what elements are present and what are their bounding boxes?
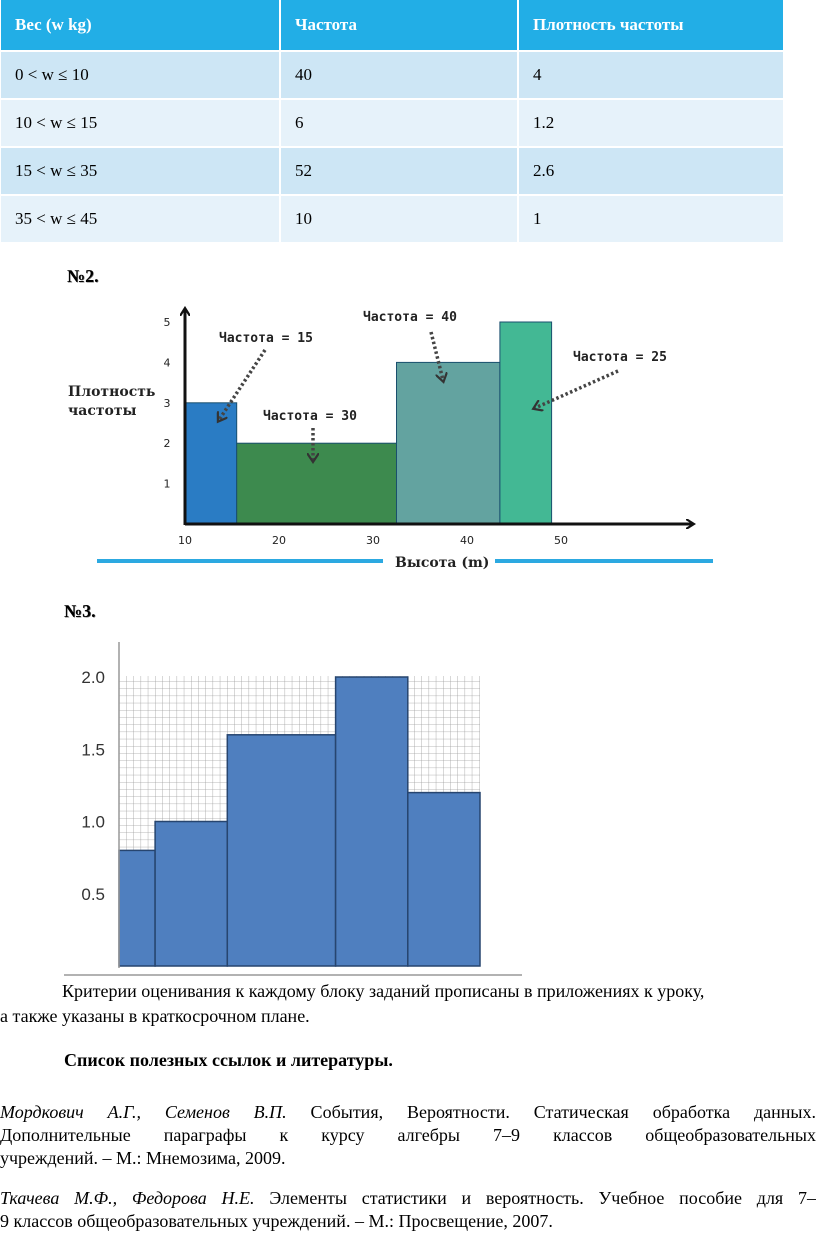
chart2-y-label-line2: частоты <box>68 403 137 419</box>
table-cell: 40 <box>280 51 518 99</box>
criteria-line: Критерии оценивания к каждому блоку заданий прописаны в приложениях к уроку, <box>62 981 705 1001</box>
reference-text: События, Вероятности. Статическая обработка данных. <box>286 1102 816 1122</box>
criteria-paragraph <box>0 980 816 1003</box>
chart3-bar <box>119 850 155 966</box>
table-row <box>1 147 784 195</box>
reference-author: Ткачева М.Ф., Федорова Н.Е. <box>0 1188 255 1208</box>
column-header-weight: Вес (w kg) <box>1 0 280 51</box>
reference-text: Элементы статистики и вероятность. Учебное пособие для 7– <box>254 1188 816 1208</box>
reference-1 <box>0 1101 816 1170</box>
table-cell: 10 < w ≤ 15 <box>1 99 280 147</box>
chart2-y-tick: 2 <box>163 437 171 451</box>
chart2-y-tick: 5 <box>163 316 171 329</box>
reference-2 <box>0 1187 816 1233</box>
chart3-bar <box>155 822 227 967</box>
chart2-x-tick: 40 <box>460 534 474 547</box>
references-heading: Список полезных ссылок и литературы. <box>64 1050 393 1070</box>
table-cell: 6 <box>280 99 518 147</box>
chart2-annotation: Частота = 15 <box>219 331 313 346</box>
chart3-y-tick: 2.0 <box>81 668 105 687</box>
chart3-y-tick: 0.5 <box>81 884 105 904</box>
table-cell: 1 <box>518 195 784 242</box>
frequency-table <box>1 0 785 242</box>
chart2-annotation: Частота = 40 <box>363 310 457 325</box>
histogram-chart-2 <box>65 288 725 573</box>
chart2-y-label-line1: Плотность <box>68 384 156 400</box>
table-cell: 10 <box>280 195 518 242</box>
table-cell: 0 < w ≤ 10 <box>1 51 280 99</box>
chart2-x-tick: 10 <box>178 534 192 547</box>
table-row <box>1 51 784 99</box>
table-row <box>1 99 784 147</box>
chart2-x-label: Высота (m) <box>395 555 490 571</box>
section3-heading: №3. <box>64 601 96 621</box>
table-cell: 35 < w ≤ 45 <box>1 195 280 242</box>
table-cell: 52 <box>280 147 518 195</box>
chart2-bar <box>397 362 500 524</box>
column-header-density: Плотность частоты <box>518 0 784 51</box>
chart3-y-tick: 1.0 <box>81 812 105 832</box>
chart3-bar <box>227 735 335 966</box>
section2-heading: №2. <box>67 266 99 286</box>
table-cell: 2.6 <box>518 147 784 195</box>
chart2-x-tick: 30 <box>366 534 380 547</box>
chart2-bar <box>500 322 552 524</box>
reference-author: Мордкович А.Г., Семенов В.П. <box>0 1102 287 1122</box>
reference-line: учреждений. – М.: Мнемозима, 2009. <box>0 1148 286 1168</box>
table-cell: 4 <box>518 51 784 99</box>
chart2-bar <box>185 403 237 524</box>
table-header-row <box>1 0 784 51</box>
chart3-bar <box>408 793 480 966</box>
table-cell: 15 < w ≤ 35 <box>1 147 280 195</box>
chart2-annotation: Частота = 30 <box>263 409 357 424</box>
chart2-y-tick: 1 <box>163 477 171 491</box>
histogram-chart-3 <box>62 638 522 978</box>
reference-line: Дополнительные параграфы к курсу алгебры 7–9 классов общеобразовательных <box>0 1125 816 1145</box>
reference-line: 9 классов общеобразовательных учреждений. – М.: Просвещение, 2007. <box>0 1211 553 1231</box>
reference-line <box>0 1101 816 1124</box>
chart2-bar <box>237 443 397 524</box>
chart3-bar <box>336 677 408 966</box>
chart2-x-tick: 20 <box>272 534 286 547</box>
chart2-x-tick: 50 <box>554 534 568 547</box>
chart2-annotation: Частота = 25 <box>573 350 667 365</box>
chart2-y-tick: 3 <box>163 396 171 410</box>
table-cell: 1.2 <box>518 99 784 147</box>
column-header-frequency: Частота <box>280 0 518 51</box>
reference-line <box>0 1187 816 1210</box>
table-row <box>1 195 784 242</box>
criteria-line: а также указаны в краткосрочном плане. <box>0 1006 310 1026</box>
chart3-y-tick: 1.5 <box>81 740 105 760</box>
chart2-y-tick: 4 <box>163 356 171 370</box>
